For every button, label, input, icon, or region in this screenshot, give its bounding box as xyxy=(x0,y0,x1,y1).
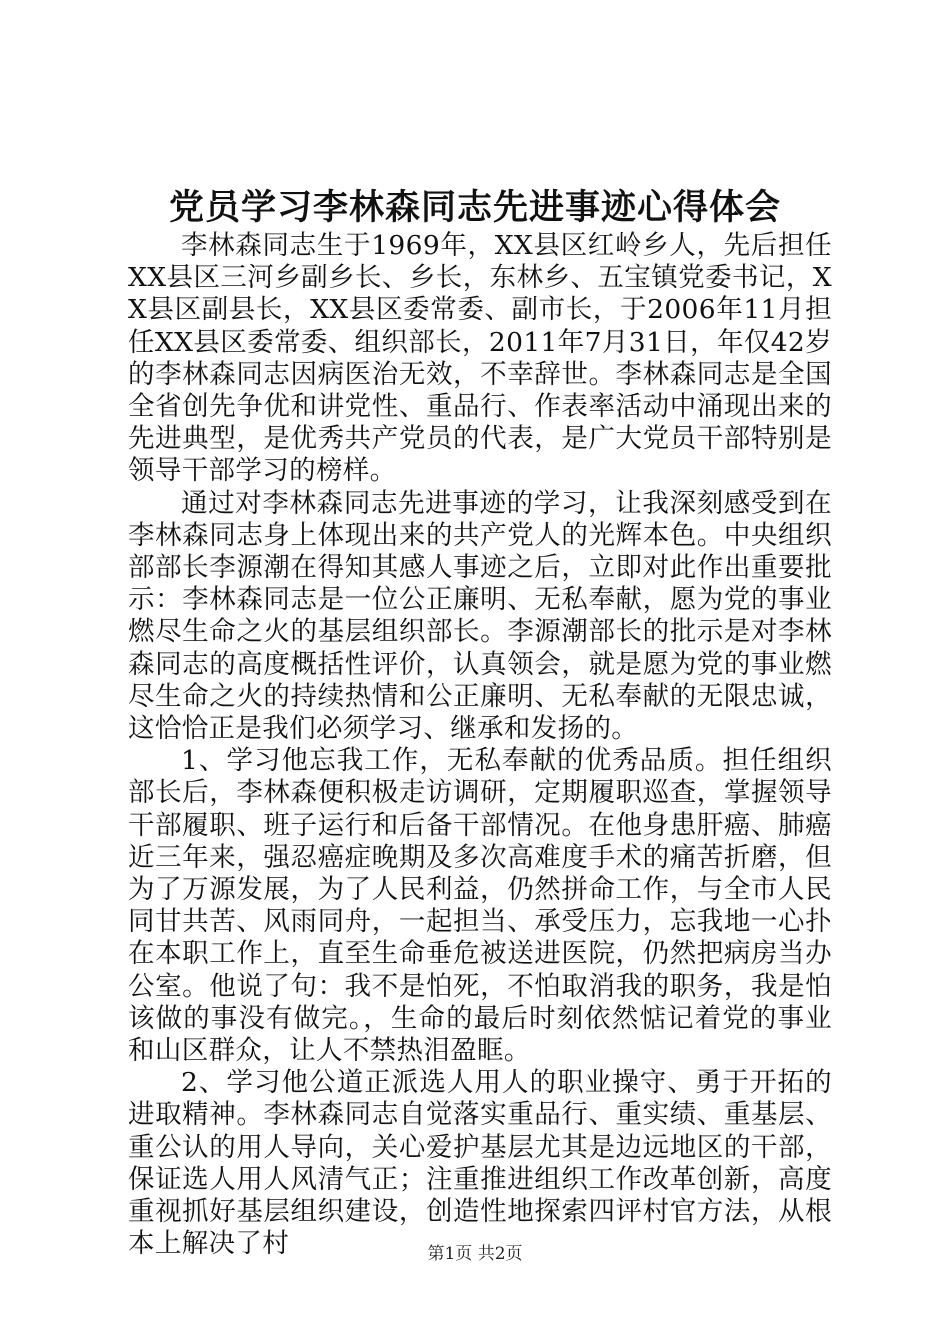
paragraph-point-2: 2、学习他公道正派选人用人的职业操守、勇于开拓的进取精神。李林森同志自觉落实重品行、重实绩、重基层、重公认的用人导向，关心爱护基层尤其是边远地区的干部，保证选人用人风清气正；注重推进组织工作改革创新，高度重视抓好基层组织建设，创造性地探索四评村官方法，从根本上解决了村 xyxy=(128,1067,832,1260)
document-title: 党员学习李林森同志先进事迹心得体会 xyxy=(168,187,781,228)
paragraph-reflection: 通过对李林森同志先进事迹的学习，让我深刻感受到在李林森同志身上体现出来的共产党人的光辉本色。中央组织部部长李源潮在得知其感人事迹之后，立即对此作出重要批示：李林森同志是一位公正廉明、无私奉献，愿为党的事业燃尽生命之火的基层组织部长。李源潮部长的批示是对李林森同志的高度概括性评价，认真领会，就是愿为党的事业燃尽生命之火的持续热情和公正廉明、无私奉献的无限忠诚，这恰恰正是我们必须学习、继承和发扬的。 xyxy=(128,487,832,745)
paragraph-point-1: 1、学习他忘我工作，无私奉献的优秀品质。担任组织部长后，李林森便积极走访调研，定期履职巡查，掌握领导干部履职、班子运行和后备干部情况。在他身患肝癌、肺癌近三年来，强忍癌症晚期及多次高难度手术的痛苦折磨，但为了万源发展，为了人民利益，仍然拼命工作，与全市人民同甘共苦、风雨同舟，一起担当、承受压力，忘我地一心扑在本职工作上，直至生命垂危被送进医院，仍然把病房当办公室。他说了句：我不是怕死，不怕取消我的职务，我是怕该做的事没有做完。，生命的最后时刻依然惦记着党的事业和山区群众，让人不禁热泪盈眶。 xyxy=(128,745,832,1067)
page-number-footer: 第1页 共2页 xyxy=(427,1244,523,1264)
paragraph-intro: 李林森同志生于1969年，XX县区红岭乡人，先后担任XX县区三河乡副乡长、乡长，东林乡、五宝镇党委书记，XX县区副县长，XX县区委常委、副市长，于2006年11月担任XX县区委常委、组织部长，2011年7月31日，年仅42岁的李林森同志因病医治无效，不幸辞世。李林森同志是全国全省创先争优和讲党性、重品行、作表率活动中涌现出来的先进典型，是优秀共产党员的代表，是广大党员干部特别是领导干部学习的榜样。 xyxy=(128,230,832,487)
document-body xyxy=(128,230,832,1261)
